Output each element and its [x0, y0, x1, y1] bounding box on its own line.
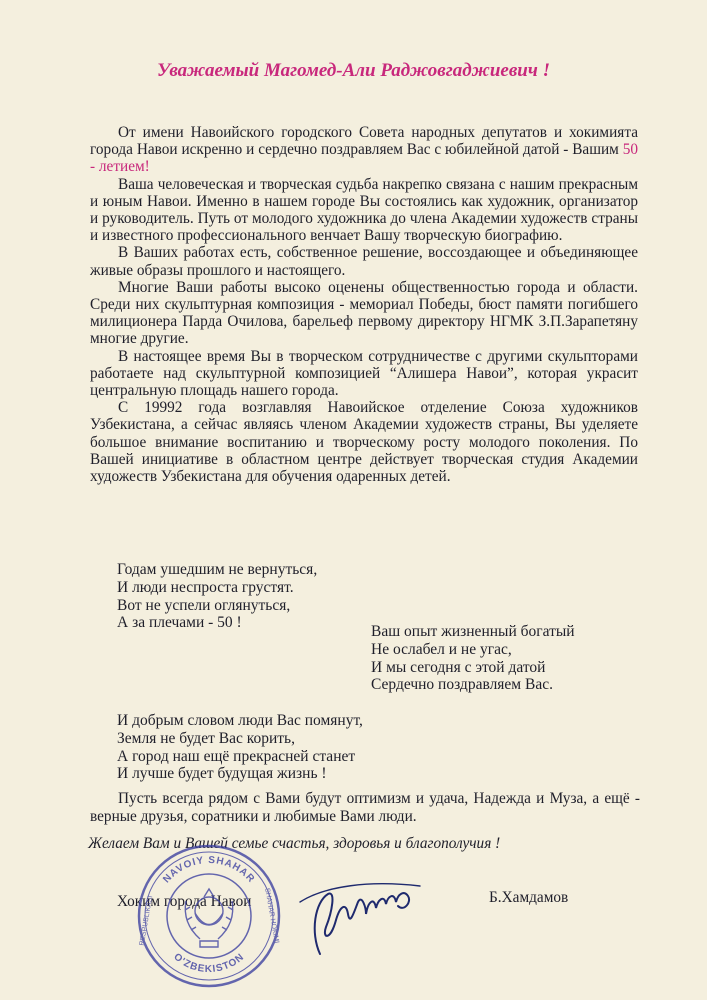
- svg-text:NAVOIY SHAHAR: [161, 855, 257, 885]
- letter-body: [90, 124, 638, 485]
- closing-text: Пусть всегда рядом с Вами будут оптимизм и удача, Надежда и Муза, а ещё - верные друзья, соратники и любимые Вами люди.: [90, 790, 640, 825]
- poem-stanza-2: [371, 623, 575, 694]
- paragraph: В настоящее время Вы в творческом сотрудничестве с другими скульпторами работаете над скульптурной композицией “Алишера Навои”, которая украсит центральную площадь нашего города.: [90, 347, 638, 400]
- handwritten-signature: [280, 872, 425, 962]
- paragraph: В Ваших работах есть, собственное решение, воссоздающее и объединяющее живые образы прошлого и настоящего.: [90, 244, 638, 279]
- anniversary-highlight: 50 - летием!: [90, 141, 638, 176]
- official-seal-icon: [134, 841, 284, 991]
- paragraph-text: От имени Навоийского городского Совета народных депутатов и хокимията города Навои искренно и сердечно поздравляем Вас с юбилейной датой - Вашим: [90, 124, 638, 159]
- poem-line: Не ослабел и не угас,: [371, 640, 512, 658]
- greeting-heading: Уважаемый Магомед-Али Раджовгаджиевич !: [156, 60, 550, 81]
- paragraph: [90, 124, 638, 176]
- signatory-name: Б.Хамдамов: [489, 889, 569, 906]
- paragraph: С 19992 года возглавляя Навоийское отделение Союза художников Узбекистана, а сейчас являясь членом Академии художеств страны, Вы уделяете большое внимание воспитанию и творческому росту молодого поколения. По Вашей инициативе в областном центре действует творческая студия Академии художеств Узбекистана для обучения одаренных детей.: [90, 399, 638, 486]
- poem-stanza-1: [117, 561, 317, 632]
- poem-line: Годам ушедшим не вернуться,: [117, 561, 318, 578]
- poem-stanza-3: [117, 712, 363, 783]
- poem-line: И добрым словом люди Вас помянут,: [117, 712, 363, 729]
- poem-line: А город наш ещё прекрасней станет: [117, 747, 356, 765]
- seal-text-top: NAVOIY SHAHAR: [161, 854, 257, 886]
- poem-line: И люди неспроста грустят.: [117, 578, 294, 596]
- poem-line: Вот не успели оглянуться,: [117, 596, 291, 614]
- closing-paragraph: [90, 790, 640, 825]
- poem-line: И мы сегодня с этой датой: [371, 658, 546, 676]
- paragraph: Многие Ваши работы высоко оценены общественностью города и области. Среди них скульптурная композиция - мемориал Победы, бюст памяти погибшего милиционера Парда Очилова, барельеф первому директору НГМК З.П.Зарапетяну многие другие.: [90, 278, 638, 348]
- seal-text-right: SHAHAR HOKIMI: [263, 887, 280, 944]
- poem-line: Сердечно поздравляем Вас.: [371, 676, 553, 694]
- wish-line: Желаем Вам и Вашей семье счастья, здоровья и благополучия !: [88, 835, 501, 852]
- signatory-title: Хоким города Навои: [117, 893, 252, 910]
- poem-line: Ваш опыт жизненный богатый: [371, 623, 575, 640]
- poem-line: Земля не будет Вас корить,: [117, 729, 295, 747]
- paragraph: Ваша человеческая и творческая судьба накрепко связана с нашим прекрасным и юным Навои. Именно в нашем городе Вы состоялись как художник, организатор и руководитель. Путь от молодого художника до члена Академии художеств страны и известного профессионального венчает Вашу творческую биографию.: [90, 175, 638, 245]
- poem-line: А за плечами - 50 !: [117, 614, 242, 632]
- seal-text-bottom: O'ZBEKISTON: [171, 951, 247, 976]
- emblem-icon: [185, 889, 233, 947]
- svg-text:O'ZBEKISTON: [171, 951, 246, 975]
- seal-text-left: RESPUBLIKASI: [138, 895, 155, 947]
- poem-line: И лучше будет будущая жизнь !: [117, 765, 327, 783]
